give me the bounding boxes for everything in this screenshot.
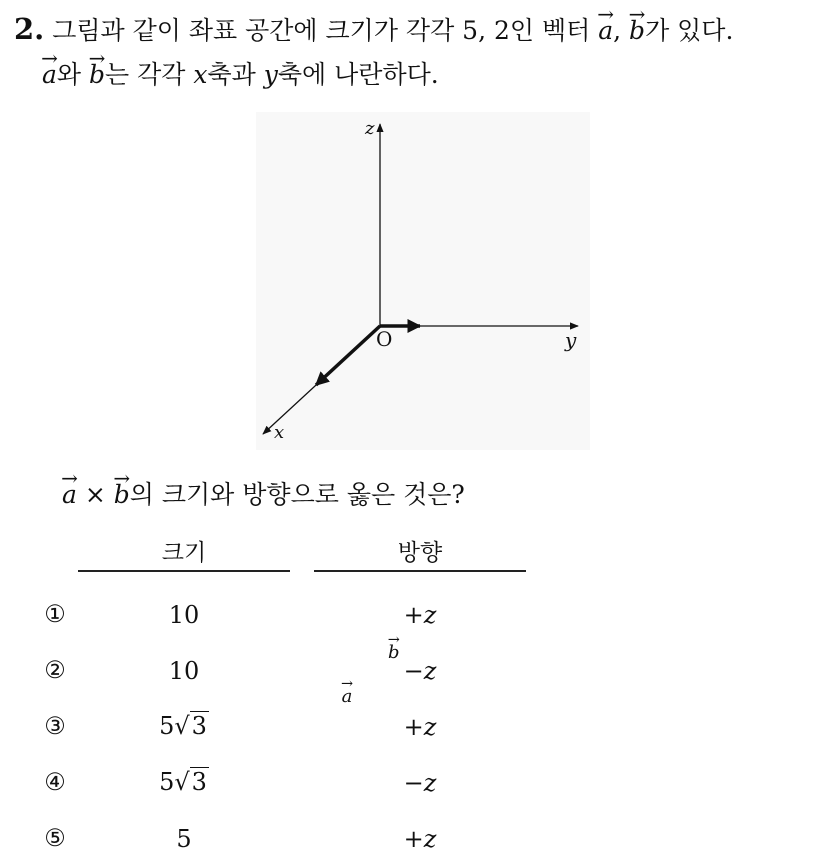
- comma: ,: [613, 16, 622, 45]
- question-line-2: [42, 60, 439, 90]
- choice-4-coef: 5: [159, 768, 175, 796]
- coordinate-diagram: [256, 112, 590, 450]
- question-text-1: 그림과 같이 좌표 공간에 크기가 각각 5, 2인 벡터: [52, 16, 591, 45]
- axis-x-symbol: x: [193, 60, 208, 89]
- choice-1-magnitude: 10: [168, 601, 200, 629]
- question-text-1-end: 가 있다.: [645, 16, 734, 45]
- choice-2-direction: −z: [403, 657, 437, 685]
- vector-b-symbol-2: → b: [89, 60, 105, 90]
- choice-5-number[interactable]: ⑤: [44, 824, 66, 852]
- prompt-vector-b: → b: [114, 480, 130, 510]
- header-rule-direction: [314, 570, 526, 572]
- header-direction: 방향: [397, 540, 443, 566]
- choice-3-root: 3: [191, 712, 207, 740]
- choice-3-magnitude: [78, 712, 290, 740]
- vector-b-symbol: → b: [629, 16, 645, 46]
- sqrt-symbol: √3: [174, 712, 207, 740]
- choice-5-direction: +z: [403, 825, 437, 853]
- prompt-text: 의 크기와 방향으로 옳은 것은?: [129, 480, 465, 509]
- a-suffix: 와: [56, 60, 82, 89]
- y-axis-label: y: [565, 328, 577, 352]
- choice-2-number[interactable]: ②: [44, 656, 66, 684]
- vector-a-symbol: → a: [598, 16, 613, 46]
- choice-3-coef: 5: [159, 712, 175, 740]
- vector-a-arrow: [316, 326, 380, 385]
- vector-a-label: → a: [342, 686, 353, 707]
- z-axis-label: z: [365, 118, 375, 139]
- axis-x-suffix: 축과: [207, 60, 256, 89]
- choice-1-direction: +z: [403, 601, 437, 629]
- origin-label: O: [376, 327, 393, 351]
- choice-2-magnitude: 10: [168, 657, 200, 685]
- choice-3-direction: +z: [403, 713, 437, 741]
- axis-y-suffix: 축에 나란하다.: [277, 60, 439, 89]
- choice-5-magnitude: 5: [176, 825, 192, 853]
- question-number: 2.: [14, 12, 45, 46]
- times-symbol: ×: [84, 480, 106, 509]
- sqrt-symbol: √3: [174, 768, 207, 796]
- choice-4-root: 3: [191, 768, 207, 796]
- axis-y-symbol: y: [263, 60, 278, 89]
- vector-b-label: → b: [388, 642, 400, 663]
- x-axis-label: x: [274, 422, 285, 443]
- choice-1-number[interactable]: ①: [44, 600, 66, 628]
- prompt-line: [62, 480, 465, 510]
- header-rule-magnitude: [78, 570, 290, 572]
- choice-4-number[interactable]: ④: [44, 768, 66, 796]
- choice-4-magnitude: [78, 768, 290, 796]
- header-magnitude: 크기: [161, 540, 207, 566]
- vector-a-symbol-2: → a: [42, 60, 57, 90]
- prompt-vector-a: → a: [62, 480, 77, 510]
- choice-4-direction: −z: [403, 769, 437, 797]
- question-line-1: [14, 12, 733, 47]
- b-suffix: 는 각각: [105, 60, 186, 89]
- choice-3-number[interactable]: ③: [44, 712, 66, 740]
